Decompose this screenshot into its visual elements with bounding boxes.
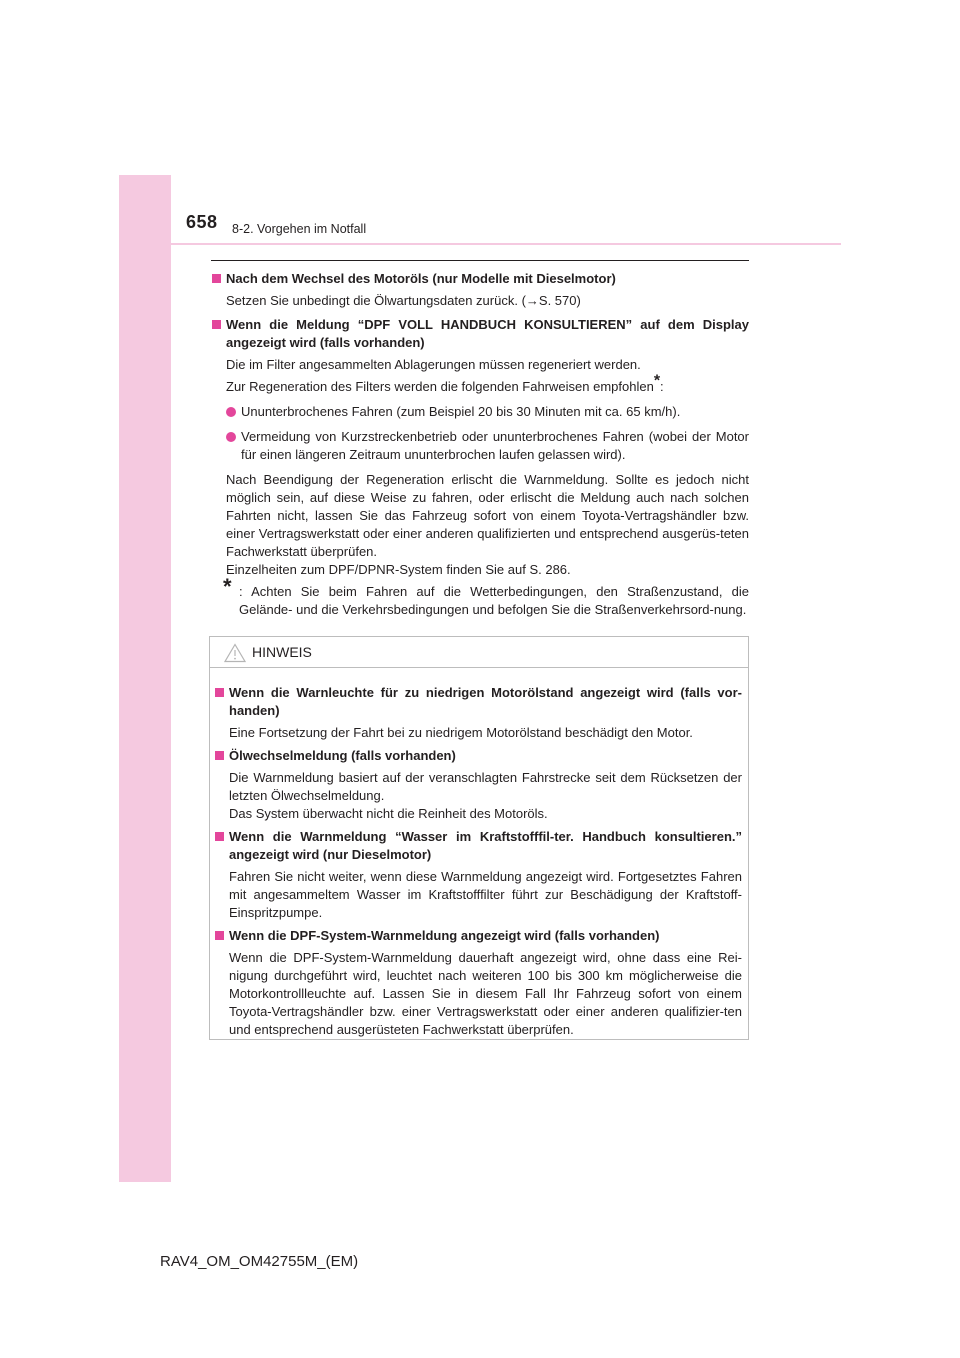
- warning-triangle-icon: [224, 643, 246, 663]
- notice-body: [214, 679, 742, 1039]
- square-bullet-icon: [215, 688, 224, 697]
- notice-heading-oil-change: Ölwechselmeldung (falls vorhanden): [214, 747, 742, 765]
- footnote-star: *: [223, 574, 232, 599]
- square-bullet-icon: [215, 931, 224, 940]
- dpf-text-1: Die im Filter angesammelten Ablagerungen müssen regeneriert werden.: [226, 357, 641, 372]
- chapter-side-band: [119, 175, 171, 1182]
- square-bullet-icon: [215, 832, 224, 841]
- footnote-marker: *: [653, 372, 661, 390]
- main-content: [211, 266, 749, 619]
- round-bullet-icon: [226, 407, 236, 417]
- square-bullet-icon: [212, 274, 221, 283]
- notice-heading-oil-level: Wenn die Warnleuchte für zu niedrigen Motorölstand angezeigt wird (falls vor-handen): [214, 684, 742, 720]
- notice-text: Wenn die DPF-System-Warnmeldung dauerhaft angezeigt wird, ohne dass eine Rei-nigung durchgeführt wird, leuchtet nach weiteren 100 bis 300 km möglicherweise die Motorkontrollleuchte auf. Lassen Sie in diesem Fall Ihr Fahrzeug sofort von einem Toyota-Vertragshändler bzw. einer Vertragswerkstatt oder einer anderen qualifizier-ten und entsprechend ausgerüsteten Fachwerkstatt überprüfen.: [229, 950, 742, 1037]
- list-item: Ununterbrochenes Fahren (zum Beispiel 20 bis 30 Minuten mit ca. 65 km/h).: [211, 403, 749, 421]
- notice-heading-dpf-warning: Wenn die DPF-System-Warnmeldung angezeigt wird (falls vorhanden): [214, 927, 742, 945]
- notice-text: Die Warnmeldung basiert auf der veranschlagten Fahrstrecke seit dem Rücksetzen der letzten Ölwechselmeldung.: [229, 770, 742, 803]
- oil-change-text: Setzen Sie unbedingt die Ölwartungsdaten zurück. (→S. 570): [226, 293, 581, 308]
- notice-heading-water-in-fuel: Wenn die Warnmeldung “Wasser im Kraftstofffil-ter. Handbuch konsultieren.” angezeigt wird (nur Dieselmotor): [214, 828, 742, 864]
- dpf-text-4: Einzelheiten zum DPF/DPNR-System finden Sie auf S. 286.: [226, 562, 571, 577]
- section-heading-dpf-full: Wenn die Meldung “DPF VOLL HANDBUCH KONSULTIEREN” auf dem Display angezeigt wird (falls vorhanden): [211, 316, 749, 352]
- notice-title: HINWEIS: [252, 644, 312, 660]
- page-number: 658: [186, 212, 218, 232]
- header-divider: [171, 243, 841, 245]
- square-bullet-icon: [215, 751, 224, 760]
- footnote: * : Achten Sie beim Fahren auf die Wetterbedingungen, den Straßenzustand, die Gelände- und die Verkehrsbedingungen und befolgen Sie die Straßenverkehrsord-nung.: [223, 574, 749, 617]
- content-top-rule: [211, 260, 749, 261]
- section-heading-oil-change: Nach dem Wechsel des Motoröls (nur Modelle mit Dieselmotor): [211, 270, 749, 288]
- round-bullet-icon: [226, 432, 236, 442]
- notice-text: Eine Fortsetzung der Fahrt bei zu niedrigem Motorölstand beschädigt den Motor.: [229, 725, 693, 740]
- square-bullet-icon: [212, 320, 221, 329]
- document-code: RAV4_OM_OM42755M_(EM): [160, 1253, 359, 1270]
- notice-text: Fahren Sie nicht weiter, wenn diese Warnmeldung angezeigt wird. Fortgesetztes Fahren mit angesammeltem Wasser im Kraftstofffilter führt zur Beschädigung der Kraftstoff-Einspritzpumpe.: [229, 869, 742, 920]
- notice-header: [210, 637, 748, 668]
- chapter-title: 8-2. Vorgehen im Notfall: [232, 222, 367, 236]
- list-item: Vermeidung von Kurzstreckenbetrieb oder ununterbrochenes Fahren (wobei der Motor für einen längeren Zeitraum ununterbrochen laufen gelassen wird).: [211, 428, 749, 464]
- notice-box: [209, 636, 749, 1040]
- dpf-text-2: Zur Regeneration des Filters werden die folgenden Fahrweisen empfohlen*:: [226, 372, 664, 394]
- notice-text: Das System überwacht nicht die Reinheit des Motoröls.: [229, 806, 548, 821]
- dpf-text-3: Nach Beendigung der Regeneration erlischt die Warnmeldung. Sollte es jedoch nicht möglich sein, auf diese Weise zu fahren, oder erlischt die Meldung auch nach solchen Fahrten nicht, lassen Sie das Fahrzeug sofort von einem Toyota-Vertragshändler bzw. einer Vertragswerkstatt oder einer anderen qualifizierten und entsprechend ausgerüs-teten Fachwerkstatt überprüfen.: [226, 472, 749, 559]
